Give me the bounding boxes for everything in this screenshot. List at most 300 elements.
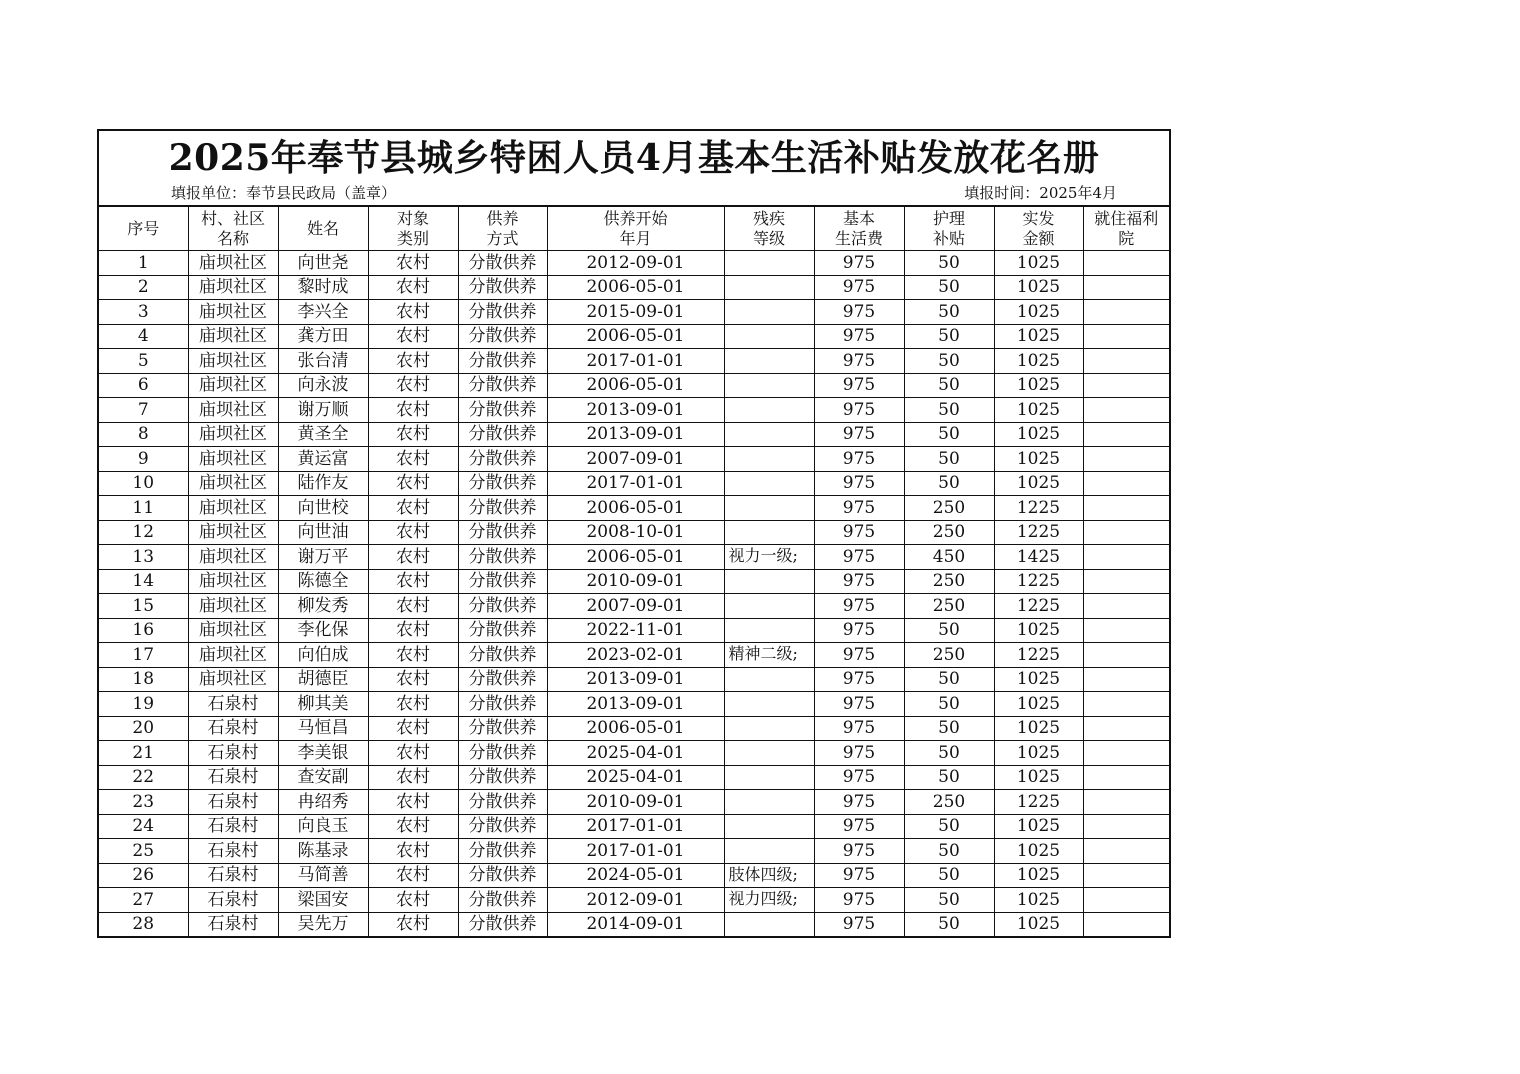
table-cell: 50 [904,324,994,349]
table-cell: 查安副 [278,765,368,790]
table-cell: 农村 [368,422,458,447]
table-cell: 975 [814,569,904,594]
table-cell [1083,422,1169,447]
table-cell: 分散供养 [458,667,547,692]
table-cell: 庙坝社区 [188,398,278,423]
table-cell: 谢万平 [278,545,368,570]
table-cell: 50 [904,275,994,300]
column-header-text: 就住福利 [1094,208,1159,228]
table-cell: 975 [814,667,904,692]
table-cell: 向世油 [278,520,368,545]
table-cell: 农村 [368,471,458,496]
table-cell: 2 [99,275,188,300]
table-cell: 2006-05-01 [547,373,724,398]
table-cell: 视力一级; [724,545,814,570]
table-cell: 450 [904,545,994,570]
title-block [99,131,1169,207]
table-row [99,692,1169,717]
table-cell: 2013-09-01 [547,692,724,717]
table-cell: 农村 [368,716,458,741]
table-cell: 1225 [994,496,1083,521]
table-cell: 250 [904,569,994,594]
table-cell: 庙坝社区 [188,275,278,300]
table-cell: 分散供养 [458,765,547,790]
table-cell: 向永波 [278,373,368,398]
table-cell: 50 [904,692,994,717]
table-cell: 向世校 [278,496,368,521]
table-cell: 农村 [368,569,458,594]
table-cell: 谢万顺 [278,398,368,423]
table-cell: 975 [814,520,904,545]
table-cell: 13 [99,545,188,570]
table-cell: 2022-11-01 [547,618,724,643]
table-cell: 农村 [368,618,458,643]
table-cell: 分散供养 [458,251,547,276]
table-cell [724,300,814,325]
table-cell: 庙坝社区 [188,349,278,374]
table-cell: 石泉村 [188,741,278,766]
table-row [99,643,1169,668]
table-cell: 石泉村 [188,912,278,936]
table-cell [1083,594,1169,619]
table-cell [724,520,814,545]
table-cell: 分散供养 [458,373,547,398]
table-cell: 19 [99,692,188,717]
table-cell [724,618,814,643]
reporting-date: 填报时间：2025年4月 [964,184,1117,202]
table-cell: 1225 [994,643,1083,668]
table-cell [1083,888,1169,913]
table-cell [724,594,814,619]
column-header-text: 生活费 [834,228,883,248]
table-cell: 石泉村 [188,839,278,864]
table-cell: 50 [904,422,994,447]
table-cell: 14 [99,569,188,594]
table-cell: 2013-09-01 [547,422,724,447]
table-cell: 1025 [994,863,1083,888]
table-cell: 2017-01-01 [547,349,724,374]
column-header [547,207,724,251]
table-cell: 1025 [994,692,1083,717]
table-cell: 农村 [368,349,458,374]
table-cell [724,422,814,447]
table-cell: 2014-09-01 [547,912,724,936]
table-cell [1083,300,1169,325]
table-cell: 1025 [994,471,1083,496]
table-cell: 分散供养 [458,912,547,936]
table-cell: 250 [904,790,994,815]
table-cell: 975 [814,618,904,643]
table-cell: 975 [814,496,904,521]
table-cell: 2013-09-01 [547,398,724,423]
table-cell: 庙坝社区 [188,594,278,619]
table-cell: 975 [814,643,904,668]
table-cell [1083,275,1169,300]
table-cell: 11 [99,496,188,521]
table-cell: 27 [99,888,188,913]
table-cell: 975 [814,912,904,936]
table-row [99,912,1169,936]
table-cell: 2012-09-01 [547,251,724,276]
table-cell [724,692,814,717]
table-cell: 975 [814,888,904,913]
table-cell: 农村 [368,398,458,423]
table-cell: 2006-05-01 [547,275,724,300]
table-cell: 50 [904,618,994,643]
table-row [99,716,1169,741]
table-cell: 庙坝社区 [188,643,278,668]
table-cell [1083,520,1169,545]
column-header [814,207,904,251]
table-cell [1083,912,1169,936]
table-cell: 向伯成 [278,643,368,668]
table-cell: 50 [904,765,994,790]
table-cell: 250 [904,594,994,619]
table-cell: 分散供养 [458,716,547,741]
table-cell: 1025 [994,618,1083,643]
table-cell: 1025 [994,447,1083,472]
table-cell [724,716,814,741]
table-row [99,373,1169,398]
table-cell: 975 [814,300,904,325]
table-cell: 视力四级; [724,888,814,913]
table-cell: 1025 [994,373,1083,398]
table-cell: 1025 [994,422,1083,447]
table-row [99,324,1169,349]
table-cell [1083,398,1169,423]
table-cell: 1025 [994,912,1083,936]
column-header-text: 方式 [486,228,519,248]
table-cell: 柳发秀 [278,594,368,619]
table-cell [1083,251,1169,276]
table-row [99,447,1169,472]
table-cell: 2006-05-01 [547,324,724,349]
table-cell [724,398,814,423]
table-cell: 黄运富 [278,447,368,472]
page-title: 2025年奉节县城乡特困人员4月基本生活补贴发放花名册 [168,137,1100,179]
table-row [99,398,1169,423]
table-cell [1083,569,1169,594]
column-header-text: 实发 [1022,208,1055,228]
table-cell: 农村 [368,275,458,300]
table-cell: 分散供养 [458,863,547,888]
table-cell: 马恒昌 [278,716,368,741]
table-row [99,814,1169,839]
table-cell: 2017-01-01 [547,471,724,496]
table-cell [724,324,814,349]
table-row [99,496,1169,521]
table-cell: 分散供养 [458,496,547,521]
column-header-text: 村、社区 [200,208,265,228]
reporting-unit: 填报单位：奉节县民政局（盖章） [171,184,397,202]
table-cell [1083,545,1169,570]
table-row [99,520,1169,545]
table-row [99,741,1169,766]
table-cell: 4 [99,324,188,349]
table-cell: 石泉村 [188,888,278,913]
table-cell: 李化保 [278,618,368,643]
table-cell: 向世尧 [278,251,368,276]
table-cell: 975 [814,251,904,276]
table-cell: 农村 [368,447,458,472]
column-header-text: 残疾 [752,208,785,228]
table-cell: 农村 [368,912,458,936]
table-cell: 2023-02-01 [547,643,724,668]
table-cell: 庙坝社区 [188,496,278,521]
table-cell: 分散供养 [458,471,547,496]
table-row [99,569,1169,594]
column-header-text: 供养 [486,208,519,228]
table-cell [724,765,814,790]
table-cell: 农村 [368,790,458,815]
table-cell: 50 [904,447,994,472]
table-cell: 农村 [368,300,458,325]
column-header-text: 基本 [842,208,875,228]
table-row [99,545,1169,570]
table-cell: 20 [99,716,188,741]
table-cell: 分散供养 [458,398,547,423]
table-body [99,251,1169,937]
table-cell: 分散供养 [458,300,547,325]
table-cell [1083,814,1169,839]
table-cell: 2015-09-01 [547,300,724,325]
table-cell: 2017-01-01 [547,839,724,864]
table-cell: 分散供养 [458,888,547,913]
table-cell: 农村 [368,839,458,864]
table-cell: 50 [904,839,994,864]
table-cell: 975 [814,422,904,447]
table-cell: 胡德臣 [278,667,368,692]
table-cell: 庙坝社区 [188,618,278,643]
table-cell: 农村 [368,741,458,766]
table-cell: 50 [904,667,994,692]
table-cell: 250 [904,496,994,521]
table-cell: 黄圣全 [278,422,368,447]
column-header-text: 年月 [619,228,652,248]
table-cell [724,447,814,472]
table-cell: 1025 [994,324,1083,349]
table-cell: 庙坝社区 [188,324,278,349]
table-cell [1083,349,1169,374]
table-cell: 分散供养 [458,275,547,300]
table-cell: 农村 [368,545,458,570]
column-header [278,207,368,251]
table-cell [1083,324,1169,349]
table-cell: 2008-10-01 [547,520,724,545]
table-cell: 1025 [994,275,1083,300]
column-header-text: 院 [1118,228,1135,248]
column-header [99,207,188,251]
table-cell: 石泉村 [188,716,278,741]
column-header [458,207,547,251]
table-cell: 50 [904,716,994,741]
table-cell: 2006-05-01 [547,545,724,570]
table-cell [724,741,814,766]
table-cell: 2024-05-01 [547,863,724,888]
table-cell: 975 [814,324,904,349]
table-cell [1083,716,1169,741]
table-row [99,863,1169,888]
table-cell: 8 [99,422,188,447]
table-cell: 1225 [994,790,1083,815]
table-cell: 250 [904,643,994,668]
table-cell: 16 [99,618,188,643]
column-header-text: 补贴 [932,228,965,248]
table-cell: 庙坝社区 [188,300,278,325]
table-cell [724,790,814,815]
table-cell [1083,692,1169,717]
table-header-row [99,207,1169,251]
table-cell: 975 [814,765,904,790]
table-cell: 农村 [368,594,458,619]
table-cell: 975 [814,447,904,472]
table-row [99,667,1169,692]
table-cell: 28 [99,912,188,936]
table-cell: 50 [904,349,994,374]
table-cell [724,912,814,936]
table-cell [1083,667,1169,692]
table-cell: 50 [904,300,994,325]
table-row [99,594,1169,619]
table-cell: 975 [814,863,904,888]
table-cell: 石泉村 [188,765,278,790]
table-cell: 分散供养 [458,569,547,594]
table-cell: 3 [99,300,188,325]
table-cell: 1225 [994,594,1083,619]
table-cell: 1 [99,251,188,276]
table-cell: 15 [99,594,188,619]
roster-sheet [97,129,1171,938]
table-cell: 黎时成 [278,275,368,300]
table-cell: 农村 [368,667,458,692]
table-row [99,471,1169,496]
table-cell: 石泉村 [188,692,278,717]
table-cell: 庙坝社区 [188,447,278,472]
table-cell: 975 [814,692,904,717]
table-cell: 2006-05-01 [547,716,724,741]
table-cell: 2010-09-01 [547,790,724,815]
table-row [99,275,1169,300]
table-cell: 2007-09-01 [547,594,724,619]
table-cell: 23 [99,790,188,815]
table-cell [724,667,814,692]
table-row [99,839,1169,864]
table-cell: 分散供养 [458,520,547,545]
table-cell [1083,471,1169,496]
table-cell: 975 [814,471,904,496]
table-cell: 石泉村 [188,790,278,815]
table-cell: 2025-04-01 [547,741,724,766]
column-header [904,207,994,251]
table-cell: 2012-09-01 [547,888,724,913]
column-header-text: 对象 [396,208,429,228]
table-cell: 10 [99,471,188,496]
table-cell: 25 [99,839,188,864]
table-cell: 50 [904,471,994,496]
table-cell: 分散供养 [458,324,547,349]
table-cell: 分散供养 [458,692,547,717]
table-cell: 50 [904,863,994,888]
table-cell: 1025 [994,251,1083,276]
table-cell [724,349,814,374]
column-header [368,207,458,251]
table-cell: 1025 [994,716,1083,741]
table-cell: 庙坝社区 [188,471,278,496]
table-cell: 50 [904,814,994,839]
table-cell: 1225 [994,520,1083,545]
table-cell: 农村 [368,888,458,913]
table-cell: 张台清 [278,349,368,374]
table-cell [1083,618,1169,643]
table-cell: 庙坝社区 [188,569,278,594]
column-header [994,207,1083,251]
table-cell: 分散供养 [458,790,547,815]
table-cell: 1025 [994,398,1083,423]
table-cell [1083,765,1169,790]
table-cell: 22 [99,765,188,790]
table-cell: 975 [814,716,904,741]
table-cell [1083,496,1169,521]
table-cell: 农村 [368,765,458,790]
column-header-text: 序号 [127,218,160,238]
table-cell: 庙坝社区 [188,251,278,276]
table-cell [724,275,814,300]
table-cell: 1025 [994,741,1083,766]
table-cell: 5 [99,349,188,374]
table-cell: 1025 [994,300,1083,325]
column-header-text: 类别 [396,228,429,248]
table-cell: 分散供养 [458,839,547,864]
table-cell: 精神二级; [724,643,814,668]
table-cell [1083,790,1169,815]
table-cell: 975 [814,741,904,766]
table-cell: 7 [99,398,188,423]
table-cell: 农村 [368,251,458,276]
table-cell: 陆作友 [278,471,368,496]
table-cell: 肢体四级; [724,863,814,888]
table-cell: 1025 [994,814,1083,839]
table-cell: 农村 [368,643,458,668]
table-cell: 250 [904,520,994,545]
table-cell: 农村 [368,520,458,545]
table-cell [1083,863,1169,888]
column-header [724,207,814,251]
column-header [1083,207,1169,251]
table-cell: 1025 [994,349,1083,374]
table-cell: 12 [99,520,188,545]
table-cell: 17 [99,643,188,668]
table-cell [724,471,814,496]
table-cell [724,251,814,276]
table-cell: 农村 [368,496,458,521]
roster-table [99,207,1169,936]
column-header-text: 金额 [1022,228,1055,248]
table-cell: 975 [814,814,904,839]
table-cell [1083,643,1169,668]
table-cell [1083,447,1169,472]
table-cell: 2017-01-01 [547,814,724,839]
table-cell: 柳其美 [278,692,368,717]
table-cell: 2007-09-01 [547,447,724,472]
table-cell: 石泉村 [188,814,278,839]
table-cell [1083,741,1169,766]
table-cell: 李美银 [278,741,368,766]
table-row [99,618,1169,643]
table-cell: 50 [904,888,994,913]
table-cell: 975 [814,839,904,864]
table-cell: 975 [814,349,904,374]
table-cell: 2025-04-01 [547,765,724,790]
